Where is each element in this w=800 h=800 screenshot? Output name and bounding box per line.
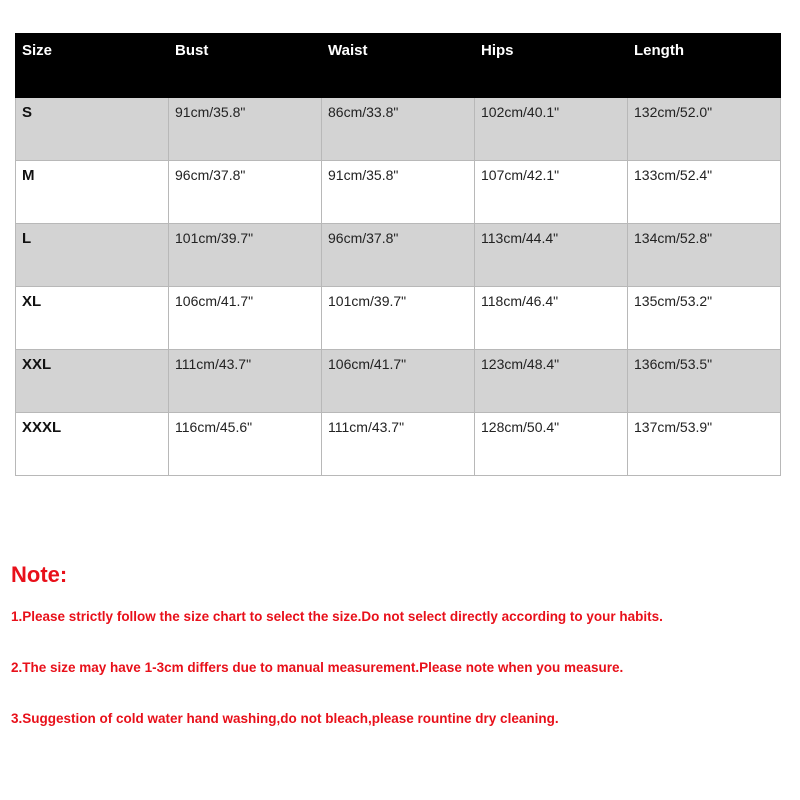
waist-cell: 91cm/35.8" [322,161,475,224]
table-row [16,350,781,413]
note-line: 1.Please strictly follow the size chart to select the size.Do not select directly according to your habits. [11,609,663,624]
table-row [16,161,781,224]
size-cell: XXL [16,350,169,413]
waist-cell: 86cm/33.8" [322,98,475,161]
length-cell: 132cm/52.0" [628,98,781,161]
size-cell: XL [16,287,169,350]
header-hips: Hips [475,34,628,98]
size-cell: S [16,98,169,161]
waist-cell: 111cm/43.7" [322,413,475,476]
header-waist: Waist [322,34,475,98]
length-cell: 134cm/52.8" [628,224,781,287]
bust-cell: 91cm/35.8" [169,98,322,161]
table-row [16,224,781,287]
waist-cell: 106cm/41.7" [322,350,475,413]
hips-cell: 128cm/50.4" [475,413,628,476]
length-cell: 135cm/53.2" [628,287,781,350]
table-header-row [16,34,781,98]
length-cell: 133cm/52.4" [628,161,781,224]
waist-cell: 96cm/37.8" [322,224,475,287]
table-row [16,413,781,476]
hips-cell: 118cm/46.4" [475,287,628,350]
hips-cell: 107cm/42.1" [475,161,628,224]
waist-cell: 101cm/39.7" [322,287,475,350]
header-size: Size [16,34,169,98]
length-cell: 136cm/53.5" [628,350,781,413]
table-row [16,287,781,350]
bust-cell: 101cm/39.7" [169,224,322,287]
note-line: 2.The size may have 1-3cm differs due to manual measurement.Please note when you measure. [11,660,624,675]
table-row [16,98,781,161]
length-cell: 137cm/53.9" [628,413,781,476]
hips-cell: 123cm/48.4" [475,350,628,413]
size-cell: M [16,161,169,224]
note-line: 3.Suggestion of cold water hand washing,do not bleach,please rountine dry cleaning. [11,711,559,726]
bust-cell: 106cm/41.7" [169,287,322,350]
bust-cell: 96cm/37.8" [169,161,322,224]
size-cell: L [16,224,169,287]
hips-cell: 102cm/40.1" [475,98,628,161]
bust-cell: 111cm/43.7" [169,350,322,413]
bust-cell: 116cm/45.6" [169,413,322,476]
note-title: Note: [11,562,68,587]
hips-cell: 113cm/44.4" [475,224,628,287]
header-bust: Bust [169,34,322,98]
notes-section [11,560,796,728]
size-cell: XXXL [16,413,169,476]
size-chart-table [15,33,781,476]
header-length: Length [628,34,781,98]
